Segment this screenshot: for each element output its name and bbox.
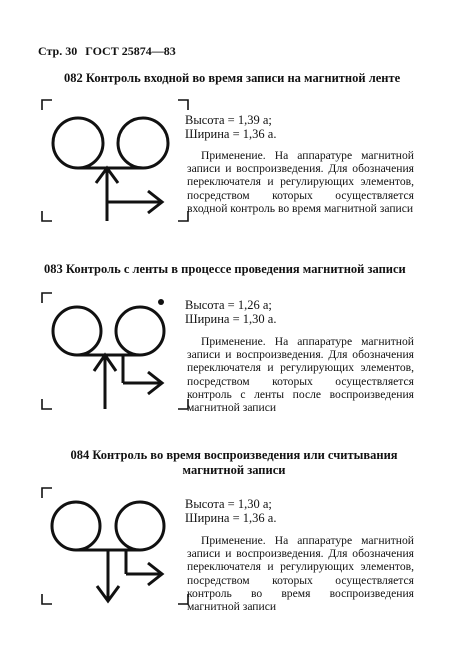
section-083-title: 083 Контроль с ленты в процессе проведения магнитной записи — [44, 262, 406, 276]
section-083-description: Применение. На аппаратуре магнитной записи и воспроизведения. Для обозначения переключателя и регулирующих элементов, посредством которых осуществляется контроль с ленты после воспроизведения магнитной записи — [187, 335, 414, 415]
off-tape-monitor-icon — [40, 291, 190, 411]
tape-recording-input-monitor-icon — [40, 98, 190, 223]
standard-number: ГОСТ 25874—83 — [85, 44, 176, 58]
section-084-title-line1: 084 Контроль во время воспроизведения или считывания — [70, 448, 398, 462]
playback-monitor-icon — [40, 486, 190, 606]
section-084-height: Высота = 1,30 a; — [185, 497, 272, 511]
section-083-width: Ширина = 1,30 a. — [185, 312, 277, 326]
section-082-height: Высота = 1,39 a; — [185, 113, 272, 127]
page-number: Стр. 30 — [38, 44, 78, 58]
section-084-title-line2: магнитной записи — [182, 463, 286, 477]
section-084-description: Применение. На аппаратуре магнитной записи и воспроизведения. Для обозначения переключателя и регулирующих элементов, посредством которых осуществляется контроль во время воспроизведения магнитной записи — [187, 534, 414, 614]
section-082-title: 082 Контроль входной во время записи на магнитной ленте — [64, 71, 401, 85]
section-084-width: Ширина = 1,36 a. — [185, 511, 277, 525]
section-084-title — [44, 448, 424, 478]
page-header — [38, 44, 176, 59]
section-082-description: Применение. На аппаратуре магнитной записи и воспроизведения. Для обозначения переключателя и регулирующих элементов, посредством которых осуществляется входной контроль во время магнитной записи — [187, 149, 414, 215]
section-083-height: Высота = 1,26 a; — [185, 298, 272, 312]
section-082-width: Ширина = 1,36 a. — [185, 127, 277, 141]
